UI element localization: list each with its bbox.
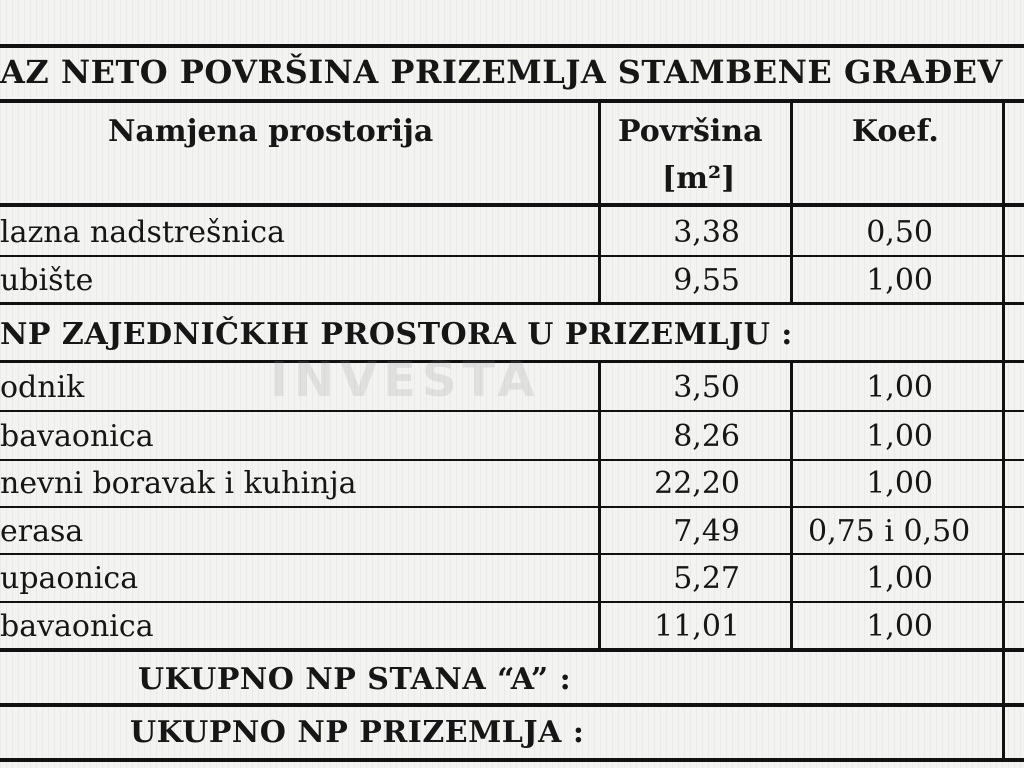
header-namjena: Namjena prostorija [108,114,434,149]
rule-row [0,601,1024,603]
rule-row [0,302,1024,305]
row-coef: 1,00 [866,609,933,644]
rule-row [0,648,1024,652]
row-name: nevni boravak i kuhinja [0,466,357,501]
row-name: ubište [0,263,94,298]
rule-top [0,44,1024,48]
row-coef: 1,00 [866,466,933,501]
row-area: 22,20 [654,466,740,501]
rule-row [0,553,1024,555]
table-title: AZ NETO POVRŠINA PRIZEMLJA STAMBENE GRAĐEV [0,53,1003,91]
rule-bottom [0,758,1024,762]
row-area: 11,01 [654,609,740,644]
row-name: bavaonica [0,419,154,454]
row-coef: 1,00 [866,561,933,596]
row-coef: 1,00 [866,419,933,454]
rule-under-title [0,99,1024,103]
row-coef: 1,00 [866,263,933,298]
row-name: odnik [0,370,85,405]
col-divider-right [1002,101,1005,758]
row-coef: 0,75 i 0,50 [808,514,971,549]
row-area: 8,26 [673,419,740,454]
watermark-text: INVESTA [270,352,541,408]
row-name: bavaonica [0,609,154,644]
row-name: erasa [0,514,84,549]
row-name: lazna nadstrešnica [0,215,285,250]
row-coef: 1,00 [866,370,933,405]
row-area: 3,38 [673,215,740,250]
row-area: 9,55 [673,263,740,298]
row-name: upaonica [0,561,139,596]
total-stan-a: UKUPNO NP STANA “A” : [138,662,572,697]
col-divider-area [598,361,601,650]
row-area: 5,27 [673,561,740,596]
row-coef: 0,50 [866,215,933,250]
rule-row [0,703,1024,707]
section-common-spaces: NP ZAJEDNIČKIH PROSTORA U PRIZEMLJU : [0,317,793,352]
rule-row [0,410,1024,412]
total-prizemlje: UKUPNO NP PRIZEMLJA : [130,715,585,750]
rule-row [0,506,1024,508]
header-koef: Koef. [852,114,939,149]
row-area: 3,50 [673,370,740,405]
col-divider-coef [790,361,793,650]
row-area: 7,49 [673,514,740,549]
header-povrsina-unit: [m²] [662,161,736,196]
header-povrsina: Površina [618,114,763,149]
rule-row [0,255,1024,257]
rule-under-header [0,203,1024,207]
rule-row [0,459,1024,461]
